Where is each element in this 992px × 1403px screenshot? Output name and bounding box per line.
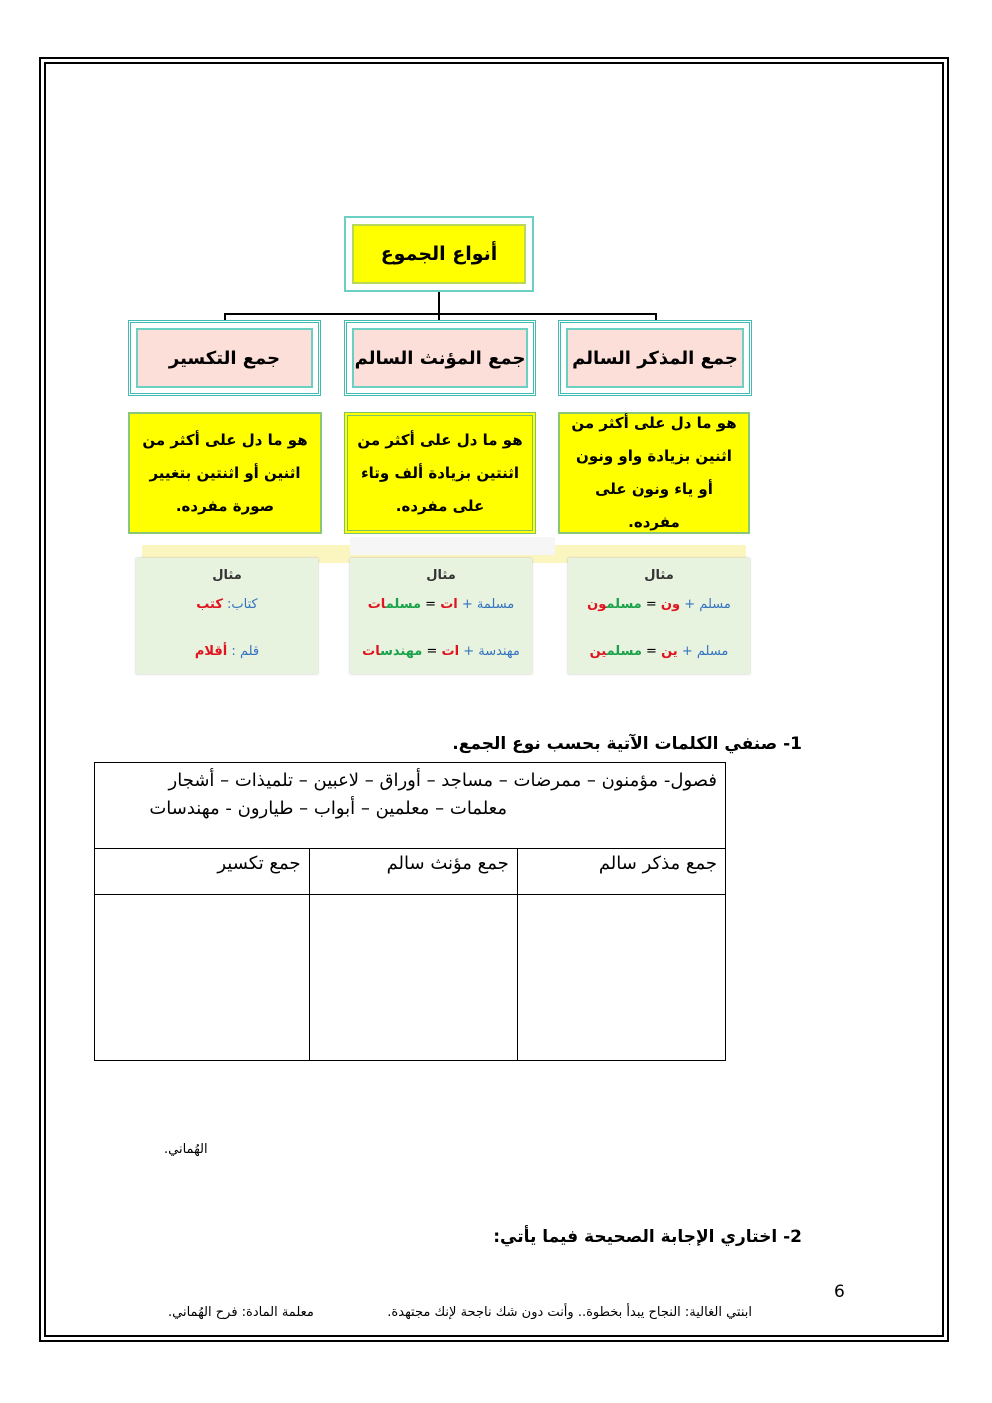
example-ending: ات <box>362 644 381 659</box>
page-number: 6 <box>834 1282 845 1302</box>
example-suffix: ات <box>440 597 458 612</box>
definition-feminine: هو ما دل على أكثر من اثنتين بزيادة ألف وتاء على مفرده. <box>344 412 536 534</box>
example-stem: مهندس <box>380 644 423 659</box>
example-broken <box>136 558 318 674</box>
example-base: قلم <box>239 644 260 659</box>
definition-masculine: هو ما دل على أكثر من اثنين بزيادة واو ونون أو ياء ونون على مفرده. <box>558 412 750 534</box>
type-box-broken <box>128 320 321 396</box>
example-plus: + <box>461 597 473 612</box>
example-eq: = <box>425 597 437 612</box>
type-label-broken: جمع التكسير <box>136 328 313 388</box>
connector-bar <box>224 313 656 315</box>
example-stem: مسلم <box>385 597 421 612</box>
connector-trunk <box>438 292 440 314</box>
example-line <box>350 644 532 659</box>
example-feminine <box>350 558 532 674</box>
example-title: مثال <box>644 568 674 583</box>
footer-teacher: معلمة المادة: فرح الهُماني. <box>168 1305 314 1320</box>
type-label-masculine: جمع المذكر السالم <box>566 328 744 388</box>
example-stem: مسلم <box>606 597 642 612</box>
example-base: مهندسة <box>478 644 520 659</box>
example-line <box>136 597 318 612</box>
example-base: مسلم <box>699 597 731 612</box>
answer-cell-feminine[interactable] <box>309 895 517 1061</box>
example-line <box>568 597 750 612</box>
stray-text: الهُماني. <box>164 1142 208 1157</box>
footer-motto: ابنتي الغالية: النجاح يبدأ بخطوة.. وأنت دون شك ناجحة لإنك مجتهدة. <box>387 1305 752 1320</box>
example-line <box>136 644 318 659</box>
column-header-broken: جمع تكسير <box>95 849 310 895</box>
example-ending: ون <box>587 597 607 612</box>
example-base: مسلم <box>696 644 729 659</box>
example-suffix: ات <box>441 644 460 659</box>
word-bank-line2: معلمات – معلمين – أبواب – طيارون - مهندسات <box>149 798 507 819</box>
question2-title: 2- اختاري الإجابة الصحيحة فيما يأتي: <box>493 1227 802 1247</box>
definition-broken: هو ما دل على أكثر من اثنين أو اثنتين بتغيير صورة مفرده. <box>128 412 322 534</box>
example-plus: + <box>463 644 475 659</box>
example-masculine <box>568 558 750 674</box>
example-eq: = <box>645 597 657 612</box>
example-plus: + <box>681 644 693 659</box>
answer-cell-broken[interactable] <box>95 895 310 1061</box>
type-box-masculine <box>558 320 752 396</box>
diagram-title: أنواع الجموع <box>352 224 526 284</box>
example-eq: = <box>646 644 657 659</box>
example-line <box>350 597 532 612</box>
example-eq: = <box>426 644 438 659</box>
example-sep: : <box>227 597 232 612</box>
example-title: مثال <box>426 568 456 583</box>
example-suffix: ون <box>660 597 681 612</box>
example-suffix: ين <box>661 644 678 659</box>
type-box-feminine <box>344 320 536 396</box>
example-base: مسلمة <box>476 597 515 612</box>
example-sep: : <box>231 644 236 659</box>
example-ending: ات <box>367 597 386 612</box>
classification-table <box>94 762 726 1061</box>
example-plus: + <box>684 597 696 612</box>
example-ending: ين <box>589 644 607 659</box>
example-title: مثال <box>212 568 242 583</box>
question1-title: 1- صنفي الكلمات الآتية بحسب نوع الجمع. <box>452 734 802 754</box>
column-header-feminine: جمع مؤنث سالم <box>309 849 517 895</box>
example-stem: مسلم <box>606 644 642 659</box>
example-base: كتاب <box>231 597 258 612</box>
word-bank-line1: فصول- مؤمنون – ممرضات – مساجد – أوراق – لاعبين – تلميذات – أشجار <box>168 770 717 791</box>
answer-cell-masculine[interactable] <box>517 895 725 1061</box>
example-plural: أقلام <box>194 644 228 659</box>
example-ribbon-highlight <box>350 537 555 555</box>
column-header-masculine: جمع مذكر سالم <box>517 849 725 895</box>
example-plural: كتب <box>196 597 223 612</box>
word-bank <box>95 763 726 849</box>
diagram-title-box <box>344 216 534 292</box>
type-label-feminine: جمع المؤنث السالم <box>352 328 528 388</box>
example-line <box>568 644 750 659</box>
